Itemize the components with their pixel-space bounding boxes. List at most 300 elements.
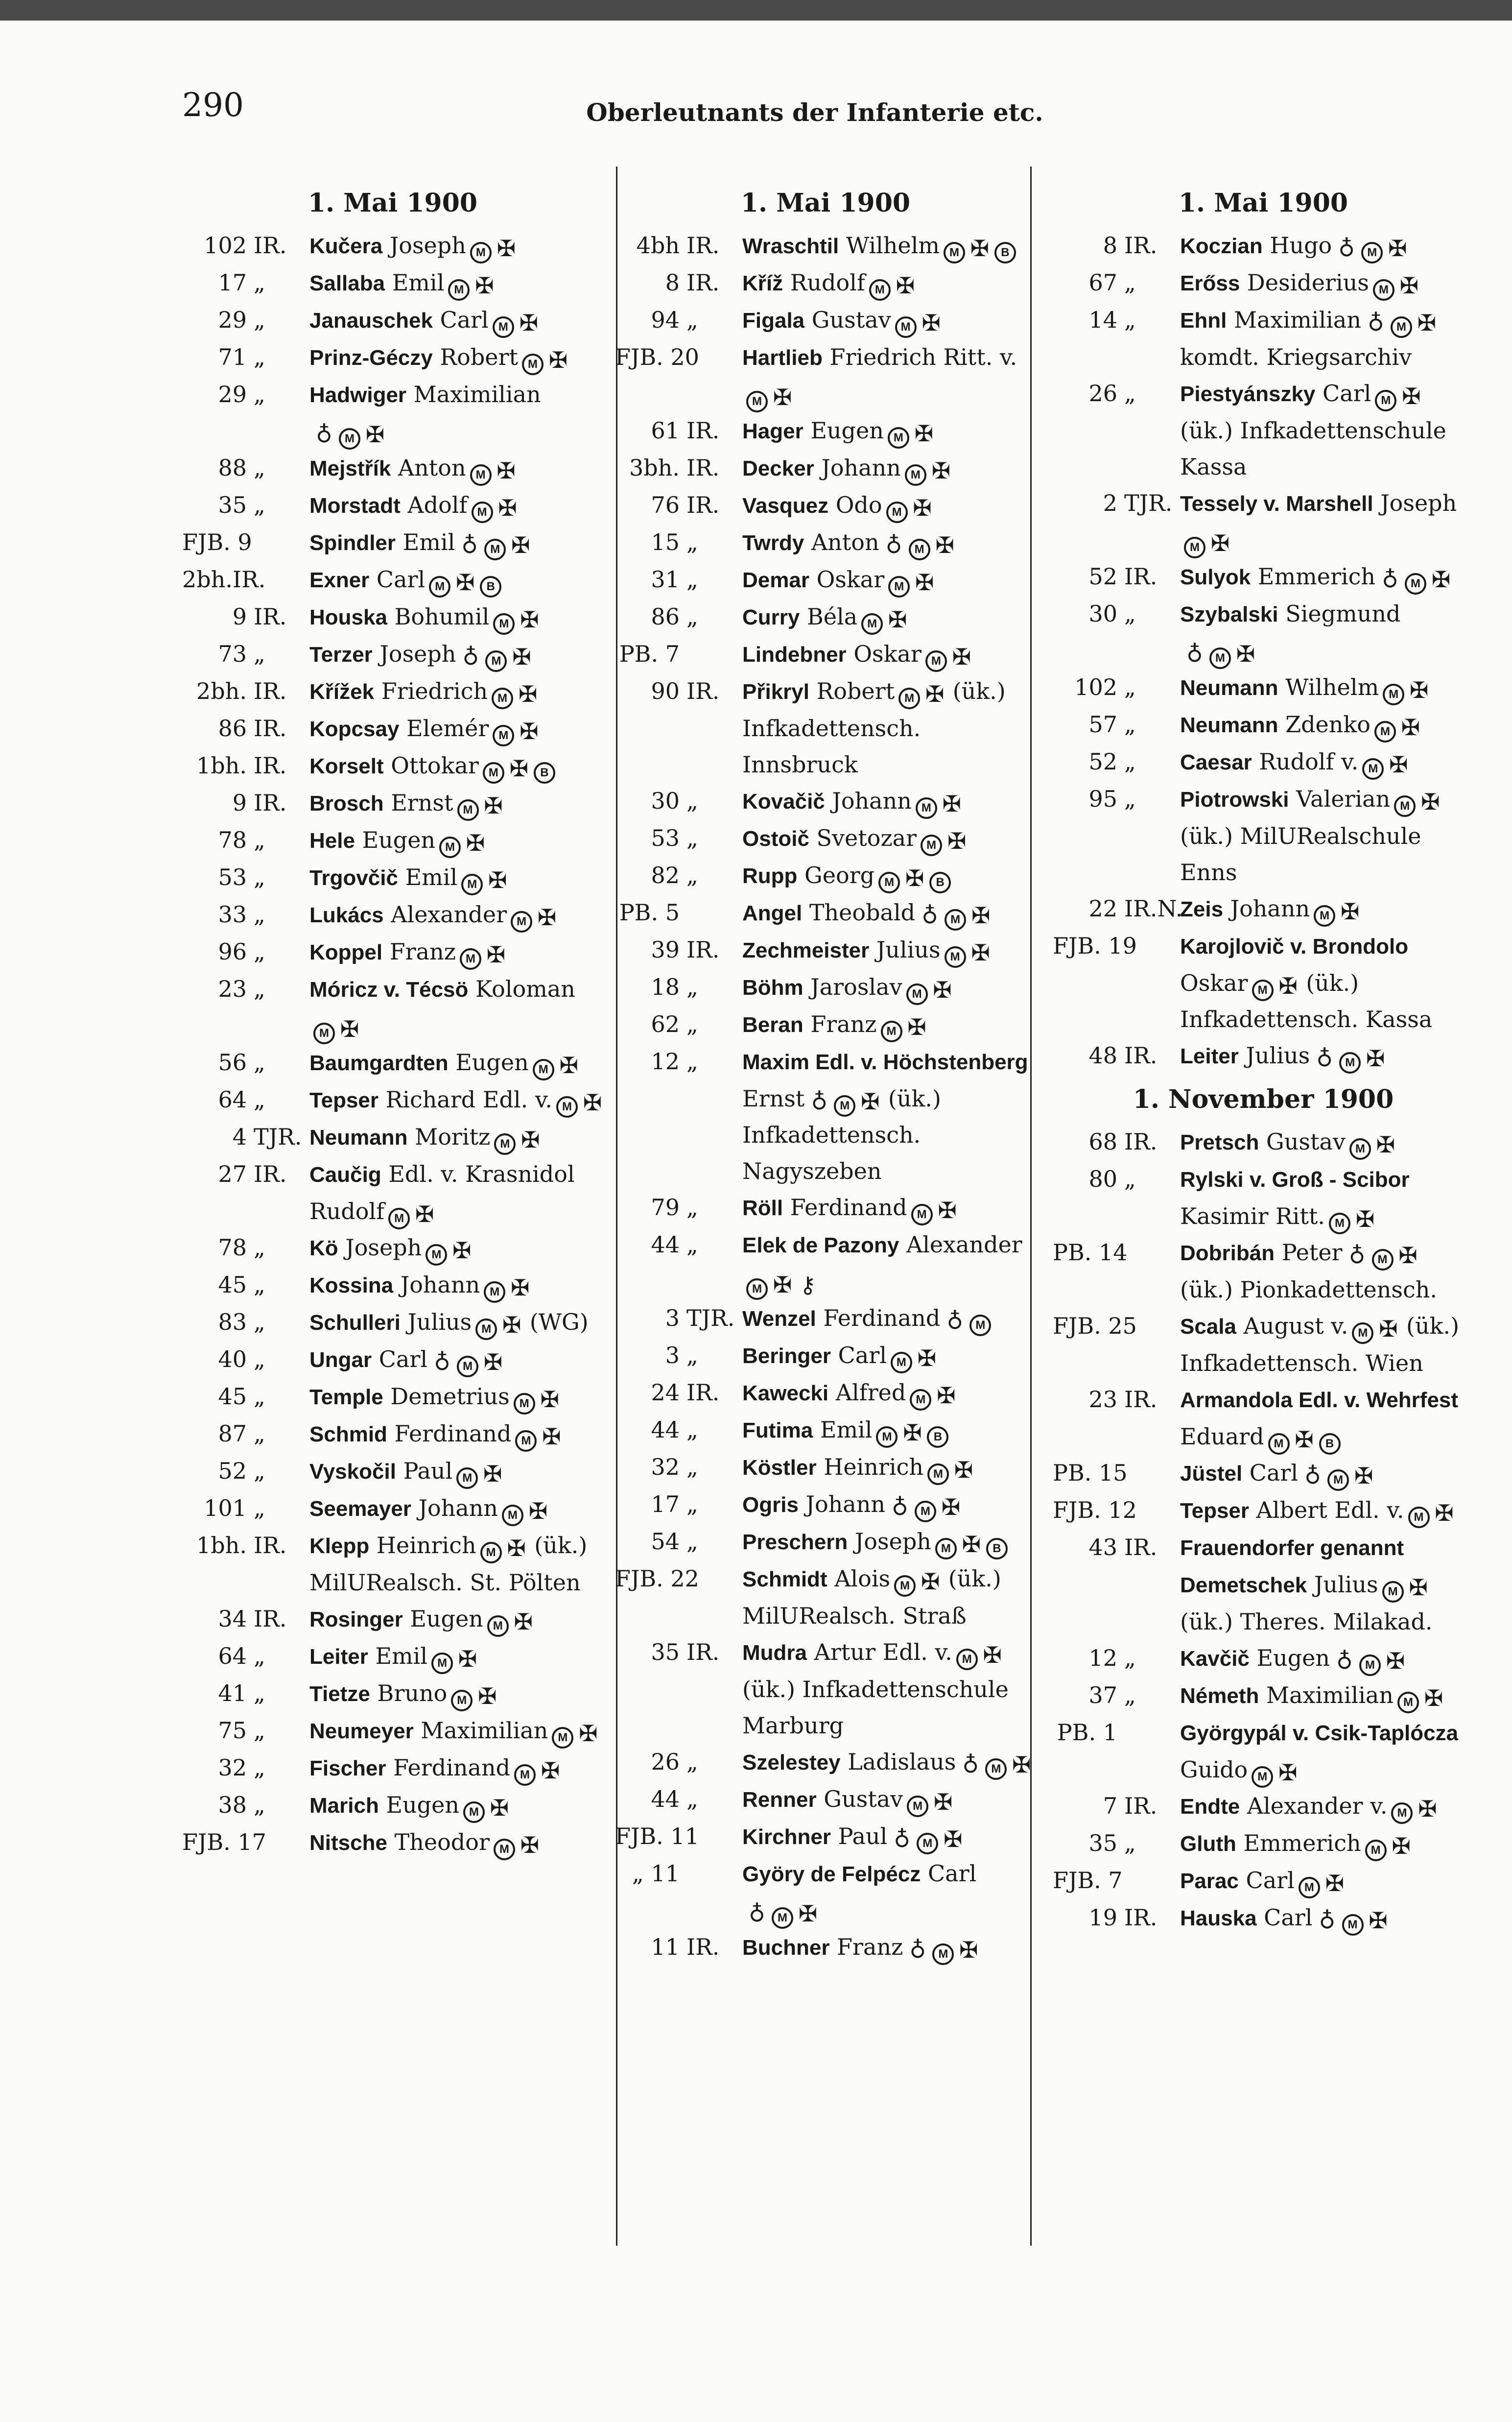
military-merit-medal-icon: M [1252,980,1274,1001]
unit-number: 29 [218,307,247,333]
given-name: Johann [418,1495,498,1521]
officer-entry [182,561,603,599]
given-name: Theobald [809,899,916,926]
decorations [384,1198,435,1227]
cross-decoration-icon: ✠ [1424,1685,1443,1711]
unit-type: „ [686,1416,698,1443]
unit-type: „ [1124,711,1136,738]
unit-number: FJB. 19 [1053,933,1137,959]
military-merit-medal-icon: M [916,797,937,819]
decorations [1358,748,1409,778]
military-merit-medal-icon: M [1375,390,1396,411]
entry-body [1180,706,1474,743]
military-merit-medal-icon: M [861,613,883,635]
military-merit-medal-icon: M [925,650,947,672]
decorations [742,381,793,408]
officer-entry [182,524,603,561]
cross-decoration-icon: ✠ [798,1900,818,1927]
unit-type: „ [1124,674,1136,700]
officer-entry [1053,485,1474,558]
surname: Marich [309,1794,379,1818]
b-medal-icon: B [929,872,951,893]
unit-number: 102 [1074,674,1117,700]
unit-number: PB. 1 [1057,1719,1117,1746]
surname: Janauschek [309,309,433,333]
given-name: Anton [811,529,879,555]
surname: Futima [742,1418,813,1442]
entry-body [309,450,603,487]
military-merit-medal-icon: M [935,1538,957,1559]
decorations [548,1717,599,1747]
entry-body [742,487,1036,524]
unit-type: „ [1124,307,1136,333]
unit-type: „ [254,455,265,481]
officer-entry [615,1043,1036,1189]
entry-body [309,1527,603,1601]
surname: Dobribán [1180,1241,1275,1265]
unit-number: 1bh. [196,752,247,779]
given-name: Oskar [853,641,921,667]
order-ribbon-icon: ♁ [1319,1907,1336,1934]
unit-number: 73 [218,641,247,667]
military-merit-medal-icon: M [1365,1840,1387,1861]
cross-decoration-icon: ✠ [541,1757,560,1784]
military-merit-medal-icon: M [1391,316,1412,338]
officer-entry [182,785,603,822]
officer-entry [615,1300,1036,1337]
entry-body [309,1415,603,1453]
page-title [0,98,1512,127]
unit-type: „ [1124,1830,1136,1856]
unit-type: „ [254,1717,265,1744]
decorations [1332,232,1408,262]
surname: Preschern [742,1530,848,1554]
cross-decoration-icon: ✠ [1388,235,1407,262]
assignment-note: (ük.) Infkadettenschule Marburg [742,1676,1009,1739]
surname: Györy de Felpécz [742,1862,921,1886]
military-merit-medal-icon: M [1349,1138,1371,1160]
officer-entry [1053,743,1474,781]
given-name: Eugen [455,1049,529,1076]
cross-decoration-icon: ✠ [1340,898,1360,925]
unit-type: „ [254,1346,265,1372]
unit-type: „ [1124,1645,1136,1671]
cross-decoration-icon: ✠ [1376,1131,1395,1158]
decorations [425,566,501,596]
unit-number: 56 [218,1049,247,1076]
surname: Armandola Edl. v. Wehrfest [1180,1388,1459,1412]
entry-body [309,376,603,450]
unit-type: „ [1124,786,1136,812]
given-name: Odo [835,492,882,518]
given-name: Emil [405,864,458,890]
officer-entry [615,227,1036,264]
given-name: Bohumil [394,603,490,630]
unit-type: IR. [254,715,287,742]
cross-decoration-icon: ✠ [931,457,951,484]
unit-type: „ [686,825,698,851]
decorations [1343,1239,1419,1269]
decorations [890,1565,941,1595]
given-name: Emmerich [1257,563,1376,590]
surname: Gluth [1180,1832,1236,1856]
given-name: Franz [389,938,456,965]
given-name: Peter [1281,1239,1343,1266]
cross-decoration-icon: ✠ [938,1197,957,1223]
cross-decoration-icon: ✠ [952,644,971,670]
order-ribbon-icon: ♁ [885,532,902,558]
unit-type: TJR. [254,1124,302,1150]
cross-decoration-icon: ✠ [579,1720,598,1747]
military-merit-medal-icon: M [522,354,543,375]
surname: Köstler [742,1456,817,1480]
given-name: Robert [440,344,518,370]
given-name: Alfred [835,1379,906,1406]
assignment-note: (ük.) MilURealsch. St. Pölten [309,1532,588,1596]
unit-number: 2bh. [196,678,247,704]
given-name: Ferdinand [394,1420,512,1447]
officer-entry [1053,1455,1474,1492]
cross-decoration-icon: ✠ [1354,1463,1373,1489]
officer-entry [1053,596,1474,669]
surname: Móricz v. Técsö [309,978,469,1002]
entry-body [309,264,603,302]
military-merit-medal-icon: M [1209,647,1231,669]
given-name: Desiderius [1247,269,1369,296]
entry-body [742,1226,1036,1300]
entry-body [1180,596,1474,669]
entry-body [742,1523,1036,1560]
decorations [1361,1830,1412,1859]
surname: Kossina [309,1273,394,1297]
decorations [1370,711,1421,741]
surname: Houska [309,605,387,629]
unit-number: 45 [218,1271,247,1298]
cross-decoration-icon: ✠ [903,1419,922,1446]
entry-body [742,894,1036,932]
officer-entry [615,412,1036,450]
cross-decoration-icon: ✠ [1012,1751,1031,1778]
unit-number: 53 [218,864,247,890]
officer-entry [1053,1492,1474,1529]
entry-body [742,1781,1036,1818]
given-name: Carl [1264,1904,1313,1931]
officer-entry [1053,1381,1474,1455]
cross-decoration-icon: ✠ [455,569,475,596]
entry-body [1180,558,1474,596]
cross-decoration-icon: ✠ [498,495,517,521]
cross-decoration-icon: ✠ [488,867,507,893]
entry-body [742,1486,1036,1523]
unit-number: 12 [651,1048,680,1075]
officer-entry [615,673,1036,783]
unit-number: 78 [218,1234,247,1261]
column-3 [1053,185,1474,1937]
officer-entry [182,971,603,1044]
officer-entry [1053,1234,1474,1308]
column-1 [182,185,603,1861]
unit-type: IR. [686,269,720,296]
unit-number: 2bh.IR. [182,566,266,593]
given-name: Adolf [407,492,468,518]
surname: Piestyánszky [1180,382,1316,406]
unit-type: „ [686,1528,698,1555]
officer-entry [1053,890,1474,928]
order-ribbon-icon: ♁ [921,902,938,929]
surname: Röll [742,1196,783,1220]
surname: Fischer [309,1756,386,1780]
decorations [874,862,951,891]
decorations [940,232,1016,262]
cross-decoration-icon: ✠ [1399,272,1419,299]
entry-body [309,1675,603,1712]
entry-body [742,636,1036,673]
surname: Angel [742,901,803,925]
decorations [903,1934,979,1963]
officer-entry [615,969,1036,1006]
decorations [1264,1423,1341,1453]
surname: Caučig [309,1163,381,1187]
unit-number: 94 [651,307,680,333]
decorations [489,715,540,742]
unit-type: „ [686,974,698,1000]
military-merit-medal-icon: M [457,799,479,821]
order-ribbon-icon: ♁ [1382,566,1398,593]
cross-decoration-icon: ✠ [1386,1648,1405,1674]
military-merit-medal-icon: M [456,1467,478,1489]
b-medal-icon: B [927,1426,948,1448]
military-merit-medal-icon: M [515,1430,537,1452]
decorations [422,1234,472,1264]
decorations [309,1013,360,1042]
decorations [921,641,972,670]
entry-body [309,710,603,747]
military-merit-medal-icon: M [487,1615,509,1637]
entry-body [309,896,603,934]
cross-decoration-icon: ✠ [907,1014,926,1040]
given-name: Carl [440,307,489,333]
cross-decoration-icon: ✠ [861,1088,880,1115]
unit-number: PB. 15 [1053,1460,1128,1486]
given-name: Kasimir Ritt. [1180,1203,1325,1229]
assignment-note: (ük.) Infkadettensch. Innsbruck [742,678,1006,778]
cross-decoration-icon: ✠ [1398,1242,1418,1269]
unit-type: IR.N. [1124,895,1183,922]
surname: Györgypál v. Csik-Taplócza [1180,1721,1459,1745]
unit-number: 23 [1088,1386,1117,1413]
unit-type: „ [254,864,265,890]
decorations [902,974,953,1003]
entry-body [1180,743,1474,781]
decorations [901,455,952,484]
surname: Baumgardten [309,1051,449,1075]
given-name: Ferdinand [823,1305,941,1331]
cross-decoration-icon: ✠ [583,1089,602,1116]
assignment-note: (ük.) MilURealschule Enns [1180,823,1421,886]
officer-entry [1053,669,1474,706]
entry-body [1180,1124,1474,1161]
cross-decoration-icon: ✠ [942,791,962,817]
officer-entry [1053,1788,1474,1825]
decorations [511,1420,562,1450]
cross-decoration-icon: ✠ [466,830,485,856]
cross-decoration-icon: ✠ [520,606,539,633]
surname: Schmidt [742,1567,827,1591]
unit-number: 61 [651,417,680,444]
entry-body [742,1337,1036,1374]
given-name: Carl [378,1346,428,1372]
decorations [915,899,992,929]
given-name: Eugen [810,417,884,444]
officer-entry [615,1337,1036,1374]
entry-body [742,561,1036,599]
cross-decoration-icon: ✠ [340,1016,359,1042]
key-icon: ⚷ [800,1271,816,1298]
given-name: Ernst [742,1085,805,1112]
cross-decoration-icon: ✠ [484,792,503,819]
unit-number: 64 [218,1086,247,1113]
cross-decoration-icon: ✠ [896,272,915,299]
military-merit-medal-icon: M [894,1575,916,1597]
given-name: Demetrius [390,1383,510,1410]
surname: Wenzel [742,1307,816,1331]
decorations [941,936,992,966]
decorations [1330,1645,1406,1674]
surname: Buchner [742,1936,830,1960]
unit-number: FJB. 20 [615,344,699,370]
officer-entry [615,1855,1036,1929]
given-name: Eugen [362,827,436,853]
unit-type: IR. [254,752,287,779]
military-merit-medal-icon: M [932,1943,954,1965]
assignment-note: (ük.) Infkadettensch. Wien [1180,1313,1460,1376]
cross-decoration-icon: ✠ [520,1832,540,1858]
surname: Hartlieb [742,346,823,370]
decorations [891,307,942,336]
unit-type: „ [254,1495,265,1521]
entry-body [309,636,603,673]
officer-entry [615,1189,1036,1226]
unit-number: 80 [1088,1166,1117,1192]
given-name: Friedrich [381,678,488,704]
entry-body [742,1449,1036,1486]
military-merit-medal-icon: M [1339,1052,1361,1074]
unit-number: 44 [651,1416,680,1443]
decorations [1390,786,1441,815]
decorations [1371,380,1422,407]
surname: Seemayer [309,1497,411,1521]
given-name: Alexander [906,1231,1022,1258]
surname: Terzer [309,643,373,667]
cross-decoration-icon: ✠ [509,755,529,782]
entry-body [742,1043,1036,1189]
officer-entry [182,673,603,710]
cross-decoration-icon: ✠ [483,1349,503,1375]
unit-type: TJR. [686,1305,735,1331]
unit-type: „ [686,307,698,333]
surname: Sallaba [309,271,385,295]
unit-number: 86 [651,603,680,630]
order-ribbon-icon: ♁ [1348,1242,1366,1269]
unit-number: 95 [1088,786,1117,812]
decorations [452,1458,503,1487]
decorations [884,417,935,447]
cross-decoration-icon: ✠ [1418,1796,1437,1822]
entry-body [309,599,603,636]
unit-type [1124,1714,1180,1788]
unit-number: 26 [1088,380,1117,407]
unit-type: „ [686,1342,698,1368]
cross-decoration-icon: ✠ [496,457,516,484]
given-name: Ernst [391,790,453,816]
officer-entry [615,561,1036,599]
military-merit-medal-icon: M [511,911,532,933]
officer-entry [615,1523,1036,1560]
officer-entry [1053,1037,1474,1075]
military-merit-medal-icon: M [1382,1581,1404,1603]
officer-entry [615,1744,1036,1781]
decorations [940,1305,991,1334]
officer-entry [615,1374,1036,1412]
given-name: Alexander [391,901,507,928]
unit-number: 17 [651,1491,680,1517]
given-name: Artur Edl. v. [814,1639,952,1665]
unit-type: IR. [254,1532,287,1559]
order-ribbon-icon: ♁ [316,421,332,448]
unit-type: „ [686,1194,698,1221]
decorations [456,641,532,670]
officer-entry [182,822,603,859]
surname: Exner [309,568,370,592]
unit-type: IR. [686,678,720,704]
unit-type: „ [254,1086,265,1113]
surname: Beringer [742,1344,831,1368]
unit-type: IR. [686,1639,720,1665]
surname: Endte [1180,1795,1240,1819]
cross-decoration-icon: ✠ [925,681,945,707]
unit-type: „ [254,901,265,928]
decorations [1310,895,1361,925]
unit-type: „ [254,1271,265,1298]
unit-number: 38 [218,1792,247,1818]
officer-entry [1053,1862,1474,1899]
given-name: Ferdinand [393,1754,511,1781]
officer-entry [182,636,603,673]
page-number: 290 [182,86,244,124]
given-name: Richard Edl. v. [385,1086,553,1113]
cross-decoration-icon: ✠ [478,1683,497,1709]
military-merit-medal-icon: M [1373,279,1394,301]
surname: Brosch [309,791,384,815]
unit-type: „ [254,976,265,1002]
entry-body [1180,1825,1474,1862]
unit-type [686,339,742,412]
officer-entry [182,896,603,934]
unit-type: „ [254,827,265,853]
officer-entry [1053,706,1474,743]
unit-type [686,636,742,673]
officer-entry [1053,1640,1474,1677]
entry-body [742,857,1036,894]
given-name: Eugen [410,1606,483,1632]
given-name: Joseph [1380,490,1457,516]
entry-body [309,1824,603,1861]
military-merit-medal-icon: M [493,725,514,746]
decorations [498,1495,549,1524]
decorations [887,1342,938,1371]
officer-entry [182,1824,603,1861]
officer-entry [615,783,1036,820]
